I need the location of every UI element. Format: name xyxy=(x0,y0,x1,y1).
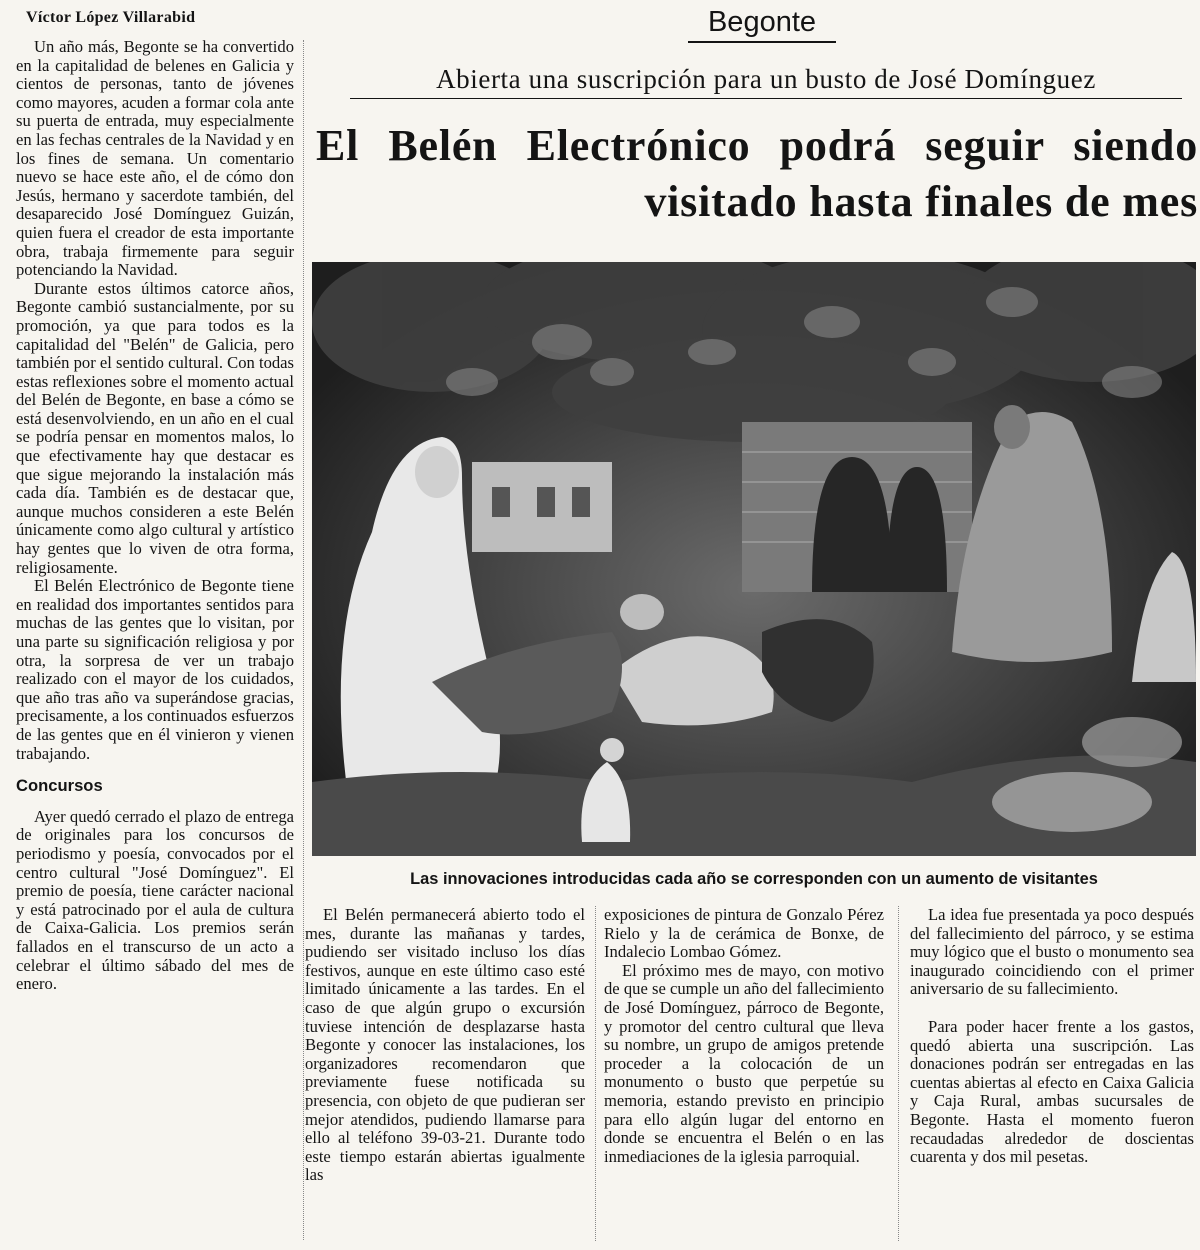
article-column-3 xyxy=(604,906,884,1166)
subhead-concursos: Concursos xyxy=(16,776,103,796)
paragraph: El próximo mes de mayo, con motivo de que se cumple un año del fallecimiento de José Domínguez, párroco de Begonte, y promotor del centro cultural que lleva su nombre, un grupo de amigos pretende proceder a la colocación de un monumento o busto que perpetúe su memoria, estando previsto en principio para ello algún lugar del entorno en donde se encuentra el Belén o en las inmediaciones de la iglesia parroquial. xyxy=(604,960,884,1166)
article-column-4 xyxy=(910,906,1194,1167)
headline: El Belén Electrónico podrá seguir siendo visitado hasta finales de mes xyxy=(316,121,1198,226)
paragraph: exposiciones de pintura de Gonzalo Pérez Rielo y la de cerámica de Bonxe, de Indalecio Lombao Gómez. xyxy=(604,905,884,962)
section-label: Begonte xyxy=(688,6,836,43)
nativity-photo-icon xyxy=(312,262,1196,856)
left-column xyxy=(16,38,294,994)
column-divider xyxy=(898,906,899,1241)
paragraph: Ayer quedó cerrado el plazo de entrega de originales para los concursos de periodismo y poesía, convocados por el centro cultural "José Domínguez". El premio de poesía, tiene carácter nacional y está patrocinado por el aula de cultura de Caixa-Galicia. Los premios serán fallados en el transcurso de un acto a celebrar el último sábado del mes de enero. xyxy=(16,806,294,994)
article-column-2 xyxy=(305,906,585,1185)
paragraph: Para poder hacer frente a los gastos, quedó abierta una suscripción. Las donaciones podrán ser entregadas en las cuentas abiertas al efecto en Caixa Galicia y Caja Rural, ambas sucursales de Begonte. Hasta el momento fueron recaudadas alrededor de doscientas cuarenta y dos mil pesetas. xyxy=(910,1016,1194,1167)
photo-caption: Las innovaciones introducidas cada año se corresponden con un aumento de visitantes xyxy=(410,870,1098,888)
nativity-scene-photo xyxy=(312,262,1196,856)
paragraph: El Belén Electrónico de Begonte tiene en realidad dos importantes sentidos para muchas de las gentes que lo visitan, por una parte su significación religiosa y por otra, la sorpresa de ver un trabajo realizado con el mayor de los cuidados, que año tras año va superándose gracias, precisamente, a los continuados esfuerzos de las gentes que en él vinieron y vienen trabajando. xyxy=(16,576,294,763)
kicker-subtitle: Abierta una suscripción para un busto de José Domínguez xyxy=(350,64,1182,99)
paragraph: Un año más, Begonte se ha convertido en la capitalidad de belenes en Galicia y cientos de personas, tanto de jóvenes como mayores, acuden a formar cola ante su puerta de entrada, muy especialmente en las fechas centrales de la Navidad y en los fines de semana. Un comentario nuevo se hace este año, el de cómo don Jesús, hermano y sacerdote también, del desaparecido José Domínguez Guizán, quien fuera el creador de esta importante obra, trabaja firmemente para seguir potenciando la Navidad. xyxy=(16,37,294,280)
paragraph: La idea fue presentada ya poco después del fallecimiento del párroco, y se estima muy lógico que el busto o monumento sea inaugurado coincidiendo con el primer aniversario de su fallecimiento. xyxy=(910,905,1194,999)
paragraph: El Belén permanecerá abierto todo el mes, durante las mañanas y tardes, pudiendo ser visitado incluso los días festivos, aunque en este último caso esté limitado únicamente a las tardes. En el caso de que algún grupo o excursión tuviese intención de desplazarse hasta Begonte y conocer las instalaciones, los organizadores recomendaron que previamente fuese notificada su presencia, con objeto de que pudieran ser mejor atendidos, pudiendo llamarse para ello al teléfono 39-03-21. Durante todo este tiempo estarán abiertas igualmente las xyxy=(305,905,585,1185)
column-divider xyxy=(595,906,596,1241)
column-divider xyxy=(303,40,304,1240)
byline: Víctor López Villarabid xyxy=(26,9,196,26)
paragraph: Durante estos últimos catorce años, Begonte cambió sustancialmente, por su promoción, ya que para todos es la capitalidad del "Belén" de Galicia, pero también por el sentido cultural. Con todas estas reflexiones sobre el momento actual del Belén de Begonte, en base a cómo se está desenvolviendo, en un año en el cual se podría pensar en momentos malos, lo que efectivamente hay que destacar es que sigue mejorando la instalación más cada día. También es de destacar que, aunque muchos consideren a este Belén únicamente como algo cultural y artístico hay gentes que lo viven de otra forma, religiosamente. xyxy=(16,278,294,577)
